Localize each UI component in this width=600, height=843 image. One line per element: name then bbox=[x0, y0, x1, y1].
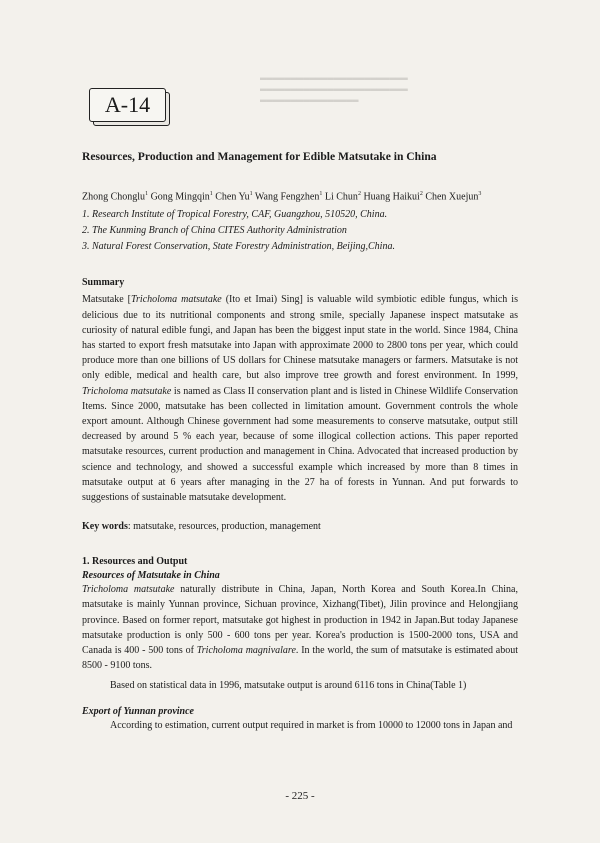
paper-body bbox=[82, 150, 518, 733]
body-paragraph: Tricholoma matsutake naturally distribute in China, Japan, North Korea and South Korea.In China, matsutake is mainly Yunnan province, Sichuan province, Xizhang(Tibet), Jilin province and Helongjiang province. Based on former report, matsutake got highest in production in 1942 in Japan.But today Japanese matsutake production is only 500 - 600 tons per year. Korea's production is 1500-2000 tons, USA and Canada is 400 - 500 tons of Tricholoma magnivalare. In the world, the sum of matsutake is estimated about 8500 - 9100 tons. bbox=[82, 584, 518, 672]
page-number: - 225 - bbox=[285, 790, 315, 802]
subsection-heading: Resources of Matsutake in China bbox=[82, 570, 220, 582]
author: Li Chun bbox=[324, 191, 358, 203]
subsection-heading: Export of Yunnan province bbox=[82, 705, 194, 717]
author: Gong Mingqin bbox=[150, 191, 210, 203]
body-paragraph: Based on statistical data in 1996, matsutake output is around 6116 tons in China(Table 1) bbox=[110, 680, 467, 692]
section-badge bbox=[89, 88, 170, 126]
species-name: Tricholoma matsutake bbox=[82, 385, 172, 397]
author: Wang Fengzhen bbox=[254, 191, 320, 203]
show-through-text: ▂▂▂▂▂▂▂▂▂▂▂▂▂▂▂▂▂▂▂▂▂▂▂▂ ▂▂▂▂▂▂▂▂▂▂▂▂▂▂▂▂▂▂▂▂▂▂▂▂ ▂▂▂▂▂▂▂▂▂▂▂▂▂▂▂▂ bbox=[260, 71, 408, 102]
keywords-line bbox=[82, 521, 518, 532]
species-name: Tricholoma matsutake bbox=[82, 584, 175, 596]
author-list: Zhong Chonglu$^1$ Gong Mingqin$^1$ Chen Yu$^1$ Wang Fengzhen$^1$ Li Chun$^2$ Huang Haikui$^2$ Chen Xuejun$^3$ bbox=[82, 191, 482, 203]
summary-heading: Summary bbox=[82, 277, 125, 289]
badge-label: A-14 bbox=[89, 88, 166, 122]
affiliation-3: 3. Natural Forest Conservation, State Forestry Administration, Beijing,China. bbox=[82, 241, 395, 253]
species-name: Tricholoma matsutake bbox=[131, 294, 222, 306]
paper-title: Resources, Production and Management for Edible Matsutake in China bbox=[82, 150, 437, 163]
author: Chen Yu bbox=[215, 191, 250, 203]
author: Zhong Chonglu bbox=[82, 191, 146, 203]
keywords-label: Key words bbox=[82, 521, 128, 533]
affiliation-2: 2. The Kunming Branch of China CITES Authority Administration bbox=[82, 225, 347, 237]
section-heading: 1. Resources and Output bbox=[82, 556, 188, 568]
species-name: Tricholoma magnivalare bbox=[196, 644, 296, 656]
summary-paragraph: Matsutake [Tricholoma matsutake (Ito et Imai) Sing] is valuable wild symbiotic edible fungus, which is delicious due to its nutritional components and strong smile, specially Japanese inspect matsutake as curiosity of natural edible fungi, and Japan has been the biggest input state in the world. Since 1984, China has started to export fresh matsutake into Japan with approximate 2000 to 2800 tons per year, which could produce more than one billions of US dollars for Chinese matsutake managers or farmers. Matsutake is not only edible, medical and health care, but also improve tree growth and forest environment. In 1999, Tricholoma matsutake is named as Class II conservation plant and is listed in Chinese Wildlife Conservation Items. Since 2000, matsutake has been collected in limitation amount. Government controls the whole export amount. Although Chinese government had some measurements to conserve matsutake, output still decreased by around 5 % each year, because of some illogical collection actions. This paper reported matsutake resources, current production and management in China. Advocated that increased production by science and technology, and showed a successful example which increased by more than 8 times in matsutake output at 6 years after managing in the 27 ha of forests in Yunnan. And put forwards to suggestions of sustainable matsutake development. bbox=[82, 294, 518, 503]
author: Huang Haikui bbox=[363, 191, 420, 203]
author: Chen Xuejun bbox=[425, 191, 479, 203]
affiliation-1: 1. Research Institute of Tropical Forestry, CAF, Guangzhou, 510520, China. bbox=[82, 209, 388, 221]
keywords-text: : matsutake, resources, production, management bbox=[127, 521, 321, 533]
body-paragraph: According to estimation, current output required in market is from 10000 to 12000 tons in Japan and bbox=[110, 719, 513, 731]
